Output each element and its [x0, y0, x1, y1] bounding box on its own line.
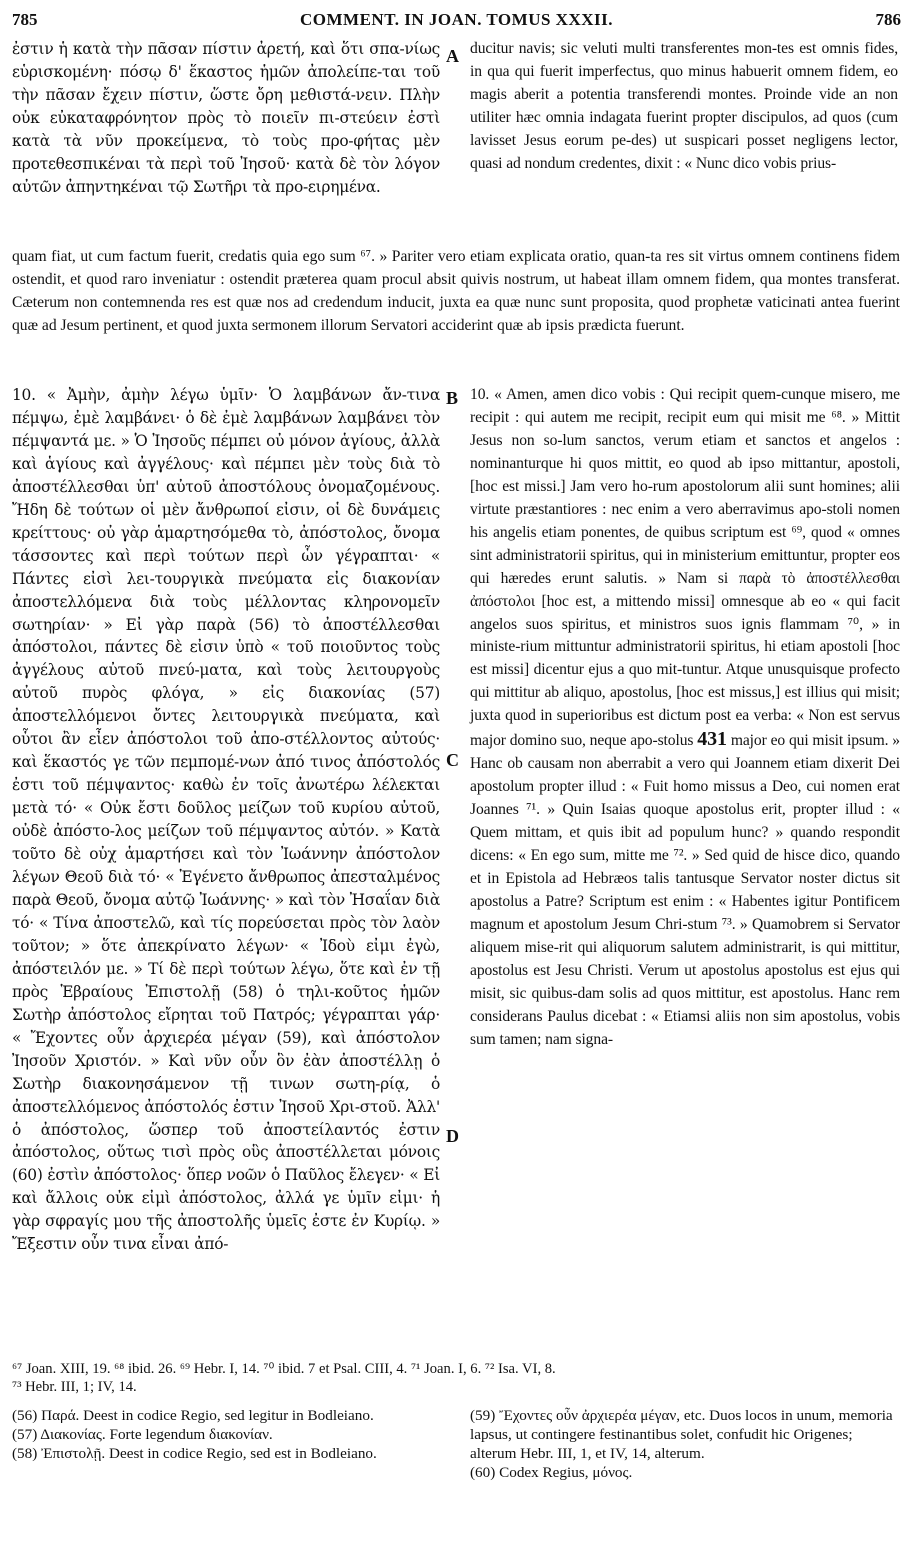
running-title: COMMENT. IN JOAN. TOMUS XXXII.	[300, 10, 613, 29]
margin-mark-a: A	[446, 46, 459, 66]
latin-column-main	[470, 384, 900, 1052]
note-item: (58) Ἐπιστολῇ. Deest in codice Regio, sed est in Bodleiano.	[12, 1445, 377, 1462]
greek-column-main	[12, 384, 440, 1256]
margin-mark-b: B	[446, 388, 459, 408]
latin-paragraph-full: quam fiat, ut cum factum fuerit, credatis quia ego sum ⁶⁷. » Pariter vero etiam explicata oratio, quan-ta res sit virtus omnem continens fidem ostendit, et quod raro inveniatur : ostendit præterea quam procul absit quivis nostrum, ut habeat illam omnem fidem, qua montes transferat. Cæterum non contemnenda res est quæ nos ad credendum inducit, juxta ea quæ nunc sunt proposita, quod prophetæ vaticinati antea fuerint quæ ad Jesum pertinent, et quod juxta sermonem illorum Servatori acciderint quæ ab ipsis prædicta fuerunt.	[12, 248, 900, 334]
greek-paragraph-top: ἐστιν ἡ κατὰ τὴν πᾶσαν πίστιν ἀρετή, καὶ ὅτι σπα-νίως εὑρισκομένη· πόσῳ δ' ἕκαστος ἡμῶν ἀπολείπε-ται τοῦ τὴν πᾶσαν ἔχειν πίστιν, ὥστε ὄρη μεθιστά-νειν. Πλὴν οὐκ εὐκαταφρόνητον πρὸς τὸ ποιεῖν πι-στεύειν ἐστὶ κατὰ τὰ νῦν προκείμενα, τὸ τοὺς προ-φήτας μὲν προτεθεσπικέναι τὰ περὶ τοῦ Ἰησοῦ· κατὰ δὲ τὸν λόγον αὐτῶν ἀπηντηκέναι τῷ Σωτῆρι τὰ προ-ειρημένα.	[12, 40, 440, 196]
notes-right	[470, 1406, 900, 1482]
margin-mark-c: C	[446, 750, 459, 770]
greek-column-top	[12, 38, 440, 199]
greek-paragraph-main: 10. « Ἀμὴν, ἀμὴν λέγω ὑμῖν· Ὁ λαμβάνων ἄν-τινα πέμψω, ἐμὲ λαμβάνει· ὁ δὲ ἐμὲ λαμβάνων λαμβάνει τὸν πέμψαντά με. » Ὁ Ἰησοῦς πέμπει οὐ μόνον ἁγίους, ἀλλὰ καὶ ἁγίους καὶ ἀγγέλους· καὶ πέμπει μὲν τοὺς διὰ τὸ ἀποστέλλεσθαι ὑπ' αὐτοῦ ἀποστόλους ὀνομαζομένους. Ἤδη δὲ τούτων οἱ μὲν ἄνθρωποί εἰσιν, οἱ δὲ δυνάμεις κρείττους· οὐ γὰρ ἁμαρτησόμεθα τὸ, ἀπόστολος, ὄνομα τάσσοντες καὶ περὶ τούτων περὶ ὧν γέγραπται· « Πάντες εἰσὶ λει-τουργικὰ πνεύματα εἰς διακονίαν ἀποστελλόμενα διὰ τοὺς μέλλοντας κληρονομεῖν σωτηρίαν· » Εἰ γὰρ παρὰ (56) τὸ ἀποστέλλεσθαι ἀπόστολοι, πάντες δὲ εἰσιν ὑπὸ « τοῦ ποιοῦντος τοὺς ἀγγέλους αὐτοῦ πνεύ-ματα, καὶ τοὺς λειτουργοὺς αὐτοῦ πυρὸς φλόγα, » εἰς διακονίας (57) ἀποστελλόμενοι ὄντες λειτουργικὰ πνεύματα, καὶ οὗτοι ἂν εἶεν ἀπόστολοι τοῦ ἀπο-στέλλοντος αὐτούς· καὶ ἕκαστός γε τῶν πεμπομέ-νων ἀπό τινος ἀπόστολός ἐστι τοῦ πέμψαντος· καθὼ ἐν τοῖς ἀνωτέρω λέλεκται μετὰ τό· « Οὐκ ἔστι δοῦλος μείζων τοῦ κυρίου αὐτοῦ, οὐδὲ ἀπόστο-λος μείζων τοῦ πέμψαντος αὐτόν. » Κατὰ τοῦτο δὲ οὐχ ἁμαρτήσει καὶ τὸν Ἰωάννην ἀπόστολον λέγων Θεοῦ διὰ τό· « Ἐγένετο ἄνθρωπος ἀπεσταλμένος παρὰ Θεοῦ, ὄνομα αὐτῷ Ἰωάννης· » καὶ τὸν Ἠσαΐαν διὰ τό· « Τίνα ἀποστελῶ, καὶ τίς πορεύσεται πρὸς τὸν λαὸν τοῦτον; » ὅτε ἀπεκρίνατο λέγων· « Ἰδοὺ εἰμι ἐγὼ, ἀπόστειλόν με. » Τί δὲ περὶ τούτων λέγω, ὅτε καὶ ἐν τῇ πρὸς Ἑβραίους Ἐπιστολῇ (58) ὁ τηλι-κοῦτος ἡμῶν Σωτὴρ ἀπόστολος εἴρηται τοῦ Πατρός; γέγραπται γάρ· « Ἔχοντες οὖν ἀρχιερέα μέγαν (59), καὶ ἀπόστολον Ἰησοῦν Χριστόν. » Καὶ νῦν οὖν ὃν ἐὰν ἀποστέλλῃ ὁ Σωτὴρ διακονησάμενον τῇ τινων σωτη-ρίᾳ, ὁ ἀποστελλόμενος ἀπόστολός ἐστιν Ἰησοῦ Χρι-στοῦ. Ἀλλ' ὁ ἀπόστολος, ὥσπερ τοῦ ἀποστείλαντός ἐστιν ἀπόστολος, οὕτως τισὶ πρὸς οὓς ἀποστέλλεται μόνοις (60) ἐστὶν ἀπόστολος· ὅπερ νοῶν ὁ Παῦλος ἔλεγεν· « Εἰ καὶ ἄλλοις οὐκ εἰμὶ ἀπόστολος, ἀλλά γε ὑμῖν εἰμι· ἡ γὰρ σφραγίς μου τῆς ἀποστολῆς ὑμεῖς ἐστε ἐν Κυρίῳ. » Ἔξεστιν οὖν τινα εἶναι ἀπό-	[12, 386, 440, 1254]
full-width-latin	[12, 246, 900, 338]
note-item: (60) Codex Regius, μόνος.	[470, 1464, 633, 1481]
margin-mark-d: D	[446, 1126, 459, 1146]
note-item: (59) Ἔχοντες οὖν ἀρχιερέα μέγαν, etc. Duos locos in unum, memoria lapsus, ut contingere festinantibus solet, confudit hic Origenes; alterum Hebr. III, 1, et IV, 14, alterum.	[470, 1407, 893, 1462]
note-item: (56) Παρά. Deest in codice Regio, sed legitur in Bodleiano.	[12, 1407, 374, 1424]
notes-left	[12, 1406, 442, 1463]
latin-paragraph-main	[470, 384, 900, 1052]
page-number-right: 786	[875, 10, 901, 29]
latin-column-top	[470, 38, 898, 176]
page-header	[0, 10, 911, 38]
page-number-left: 785	[12, 10, 38, 29]
latin-text-b: major eo qui misit ipsum. » Hanc ob causam non aberrabit a vero qui Joannem etiam dixerit Dei apostolum propter illud : « Fuit homo missus a Deo, cui nomen erat Joannes ⁷¹. » Quin Isaias quoque apostolus erit, propter illud : « Quem mittam, et quis ibit ad populum hunc? » quando respondit dicens: « En ego sum, mitte me ⁷². » Sed quid de hisce dico, quando et in Epistola ad Hebræos talis tantusque Servator noster dictus sit apostolus a Patre? Scriptum est enim : « Habentes igitur Pontificem magnum et apostolum Jesum Chri-stum ⁷³. » Quamobrem si Servator aliquem mise-rit qui aliquorum salutem administrarit, is qui mittitur, apostolus est Jesu Christi. Verum ut apostolus apostolus est ejus qui misit, sic quibus-dam solis ad quos mittitur, est apostolus. Hanc rem considerans Paulus dicebat : « Etiamsi aliis non sim apostolus, vobis sum tamen; nam signa-	[470, 732, 900, 1048]
note-item: (57) Διακονίας. Forte legendum διακονίαν.	[12, 1426, 273, 1443]
footnote-ref-line: ⁶⁷ Joan. XIII, 19. ⁶⁸ ibid. 26. ⁶⁹ Hebr. I, 14. ⁷⁰ ibid. 7 et Psal. CIII, 4. ⁷¹ Joan. I, 6. ⁷² Isa. VI, 8.	[12, 1361, 556, 1377]
latin-paragraph-top: ducitur navis; sic veluti multi transferentes mon-tes est omnis fides, in qua qui fuerit imperfectus, quo minus habuerit omnem fidem, eo magis aberit a potentia transferendi montes. Proinde vide an non utiliter hæc omnia indagata fuerint propter discipulos, ad quos (cum lavisset Jesus eorum pe-des) ut suspicari posset negligens lector, quasi ad nondum credentes, dixit : « Nunc dico vobis prius-	[470, 40, 898, 172]
footnote-ref-line: ⁷³ Hebr. III, 1; IV, 14.	[12, 1379, 137, 1395]
page-marker-number: 431	[697, 728, 727, 751]
latin-text-a: 10. « Amen, amen dico vobis : Qui recipit quem-cunque misero, me recipit : qui autem me recipit, recipit eum qui misit me ⁶⁸. » Mittit Jesus non so-lum sanctos, verum etiam et sanctos et angelos : nominanturque hi quos mittit, eo quod ab ipso mittantur, apostoli, [hoc est missi.] Jam vero ho-rum apostolorum alii sunt homines; alii virtute præstantiores : nec enim a vero aberravimus apo-stoli nomen his angelis etiam ponentes, de quibus scriptum est ⁶⁹, quod « omnes sint administratorii spiritus, qui in ministerium emittuntur, propter eos qui hæredes erunt salutis. » Nam si παρὰ τὸ ἀποστέλλεσθαι ἀπόστολοι [hoc est, a mittendo missi] omnesque ab eo « qui facit angelos suos spiritus, et ministros suos ignis flammam ⁷⁰, » in ministe-rium mittuntur administratorii spiritus, hi etiam apostoli [hoc est missi] dicentur ejus a quo mit-tuntur. Atque unusquisque profecto qui mittitur ab aliquo, apostolus, [hoc est missus,] est illius qui misit; juxta quod in superioribus est dictum post ea verba: « Non est servus major domino suo, neque apo-stolus	[470, 386, 900, 750]
footnote-references	[12, 1360, 902, 1396]
